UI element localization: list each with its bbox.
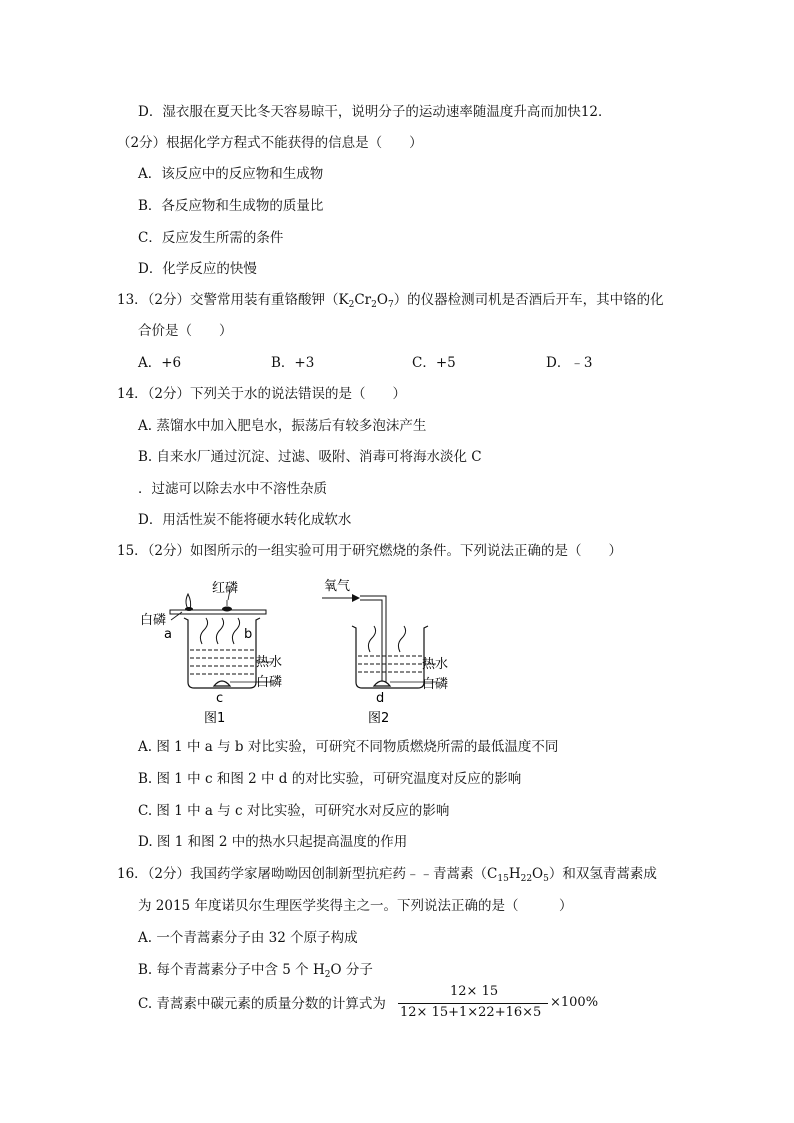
q15-figure-2 xyxy=(318,572,468,728)
q16-sub: 22 xyxy=(520,874,533,884)
q16-option-b-sub: 2 xyxy=(324,970,331,980)
flame-icon xyxy=(186,594,191,609)
q13-option-d: D．﹣3 xyxy=(546,355,593,371)
label-c: c xyxy=(216,691,224,706)
q16-option-b xyxy=(138,961,373,984)
q16-option-b-part: B. 每个青蒿素分子中含 5 个 H xyxy=(138,962,325,978)
q13-sub: 2 xyxy=(371,300,377,310)
q11-option-d: D．湿衣服在夏天比冬天容易晾干，说明分子的运动速率随温度升高而加快12． xyxy=(138,104,612,120)
q16-option-c-formula xyxy=(398,984,618,1024)
q13-stem-part: ）的仪器检测司机是否酒后开车，其中铬的化 xyxy=(393,292,664,308)
q14-stem: 14．（2分）下列关于水的说法错误的是（ ） xyxy=(117,386,407,402)
q12-option-d: D．化学反应的快慢 xyxy=(138,261,257,277)
label-white-phosphorus-bottom: 白磷 xyxy=(256,675,283,690)
q12-stem: （2分）根据化学方程式不能获得的信息是（ ） xyxy=(117,135,423,151)
q13-stem-part: O xyxy=(376,292,388,308)
q16-stem-part: O xyxy=(532,866,544,882)
q15-figure-1 xyxy=(138,578,298,728)
caption-fig1: 图1 xyxy=(204,711,226,726)
q13-stem-line2: 合价是（ ） xyxy=(138,323,233,339)
label-red-phosphorus: 红磷 xyxy=(212,581,239,596)
label-b: b xyxy=(244,627,253,642)
q14-option-a: A. 蒸馏水中加入肥皂水，振荡后有较多泡沫产生 xyxy=(138,418,427,434)
label-d: d xyxy=(376,691,385,706)
q12-option-a: A．该反应中的反应物和生成物 xyxy=(138,166,324,182)
label-hot-water-2: 热水 xyxy=(422,657,449,672)
q13-stem xyxy=(117,291,664,314)
q16-stem-part: H xyxy=(508,866,521,882)
q15-stem: 15．（2分）如图所示的一组实验可用于研究燃烧的条件。下列说法正确的是（ ） xyxy=(117,543,623,559)
q13-option-a: A．+6 xyxy=(138,355,182,371)
white-phosphorus-d xyxy=(374,681,390,686)
q14-option-c: ．过滤可以除去水中不溶性杂质 xyxy=(138,481,327,497)
label-hot-water: 热水 xyxy=(256,655,283,670)
label-white-phosphorus-left: 白磷 xyxy=(140,613,167,628)
q13-stem-part: 13．（2分）交警常用装有重铬酸钾（K xyxy=(117,292,349,308)
white-phosphorus-c xyxy=(214,681,230,686)
q15-option-a: A. 图 1 中 a 与 b 对比实验，可研究不同物质燃烧所需的最低温度不同 xyxy=(138,739,559,755)
label-white-phosphorus-2: 白磷 xyxy=(422,677,449,692)
q14-option-b: B. 自来水厂通过沉淀、过滤、吸附、消毒可将海水淡化 C xyxy=(138,449,482,465)
q13-sub: 2 xyxy=(348,300,355,310)
formula-numerator: 12× 15 xyxy=(450,984,499,999)
red-phosphorus-b xyxy=(222,607,232,612)
white-phosphorus-a xyxy=(185,607,193,611)
formula-fraction-bar xyxy=(398,1003,548,1004)
label-a: a xyxy=(164,627,172,642)
q15-option-c: C. 图 1 中 a 与 c 对比实验，可研究水对反应的影响 xyxy=(138,803,450,819)
q16-option-a: A. 一个青蒿素分子由 32 个原子构成 xyxy=(138,930,358,946)
caption-fig2: 图2 xyxy=(368,711,390,726)
formula-tail: ×100% xyxy=(550,995,599,1010)
q16-stem xyxy=(117,865,657,888)
q14-option-d: D．用活性炭不能将硬水转化成软水 xyxy=(138,512,352,528)
q13-sub: 7 xyxy=(387,300,394,310)
q16-sub: 5 xyxy=(543,874,549,884)
q15-option-b: B. 图 1 中 c 和图 2 中 d 的对比实验，可研究温度对反应的影响 xyxy=(138,771,522,787)
q16-option-b-part: O 分子 xyxy=(330,962,373,978)
q13-option-c: C．+5 xyxy=(412,355,456,371)
label-oxygen: 氧气 xyxy=(324,579,351,594)
formula-denominator: 12× 15+1×22+16×5 xyxy=(400,1005,542,1020)
q16-stem-part: ）和双氢青蒿素成 xyxy=(548,866,657,882)
q13-option-b: B．+3 xyxy=(271,355,315,371)
q16-stem-part: 16．（2分）我国药学家屠呦呦因创制新型抗疟药﹣﹣青蒿素（C xyxy=(117,866,498,882)
q12-option-b: B．各反应物和生成物的质量比 xyxy=(138,198,324,214)
q15-option-d: D. 图 1 和图 2 中的热水只起提高温度的作用 xyxy=(138,834,408,850)
q16-sub: 15 xyxy=(497,874,509,884)
q12-option-c: C．反应发生所需的条件 xyxy=(138,230,284,246)
q13-stem-part: Cr xyxy=(354,292,372,308)
q16-option-c-text: C. 青蒿素中碳元素的质量分数的计算式为 xyxy=(138,996,386,1012)
q16-stem-line2: 为 2015 年度诺贝尔生理医学奖得主之一。下列说法正确的是（ ） xyxy=(138,898,573,914)
